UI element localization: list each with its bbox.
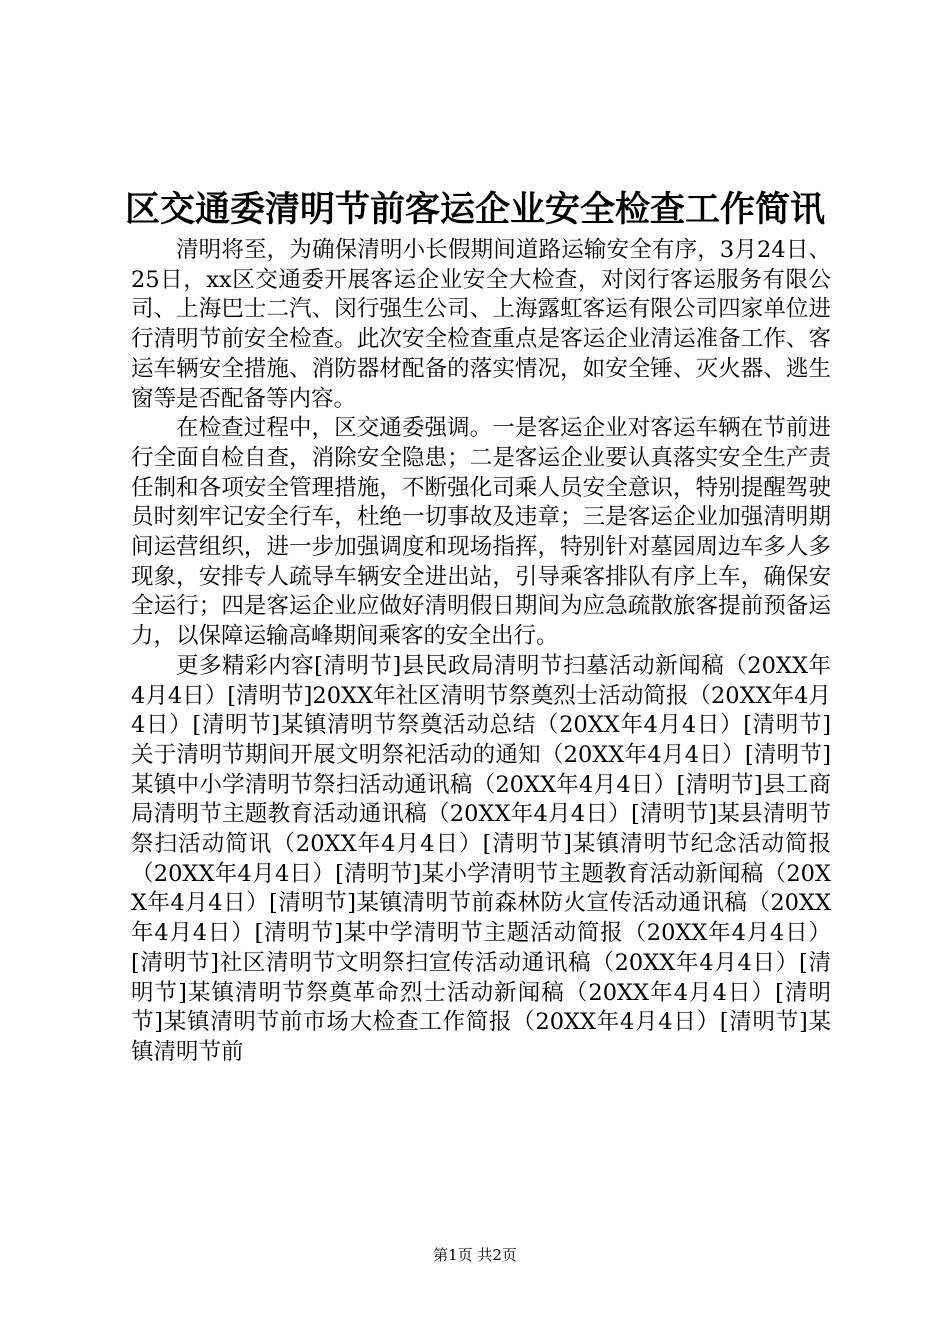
page-footer: 第1页 共2页 [433,1246,517,1264]
document-title: 区交通委清明节前客运企业安全检查工作简讯 [124,189,825,230]
paragraph-inspection-requirements: 在检查过程中，区交通委强调。一是客运企业对客运车辆在节前进行全面自检自查，消除安全隐患；二是客运企业要认真落实安全生产责任制和各项安全管理措施，不断强化司乘人员安全意识，特别提醒驾驶员时刻牢记安全行车，杜绝一切事故及违章；三是客运企业加强清明期间运营组织，进一步加强调度和现场指挥，特别针对墓园周边车多人多现象，安排专人疏导车辆安全进出站，引导乘客排队有序上车，确保安全运行；四是客运企业应做好清明假日期间为应急疏散旅客提前预备运力，以保障运输高峰期间乘客的安全出行。 [131,415,831,650]
document-body [131,236,831,1068]
paragraph-intro: 清明将至，为确保清明小长假期间道路运输安全有序，3月24日、25日，xx区交通委开展客运企业安全大检查，对闵行客运服务有限公司、上海巴士二汽、闵行强生公司、上海露虹客运有限公司四家单位进行清明节前安全检查。此次安全检查重点是客运企业清运准备工作、客运车辆安全措施、消防器材配备的落实情况，如安全锤、灭火器、逃生窗等是否配备等内容。 [131,237,831,412]
paragraph-more-content: 更多精彩内容[清明节]县民政局清明节扫墓活动新闻稿（20XX年4月4日）[清明节]20XX年社区清明节祭奠烈士活动简报（20XX年4月4日）[清明节]某镇清明节祭奠活动总结（20XX年4月4日）[清明节]关于清明节期间开展文明祭祀活动的通知（20XX年4月4日）[清明节]某镇中小学清明节祭扫活动通讯稿（20XX年4月4日）[清明节]县工商局清明节主题教育活动通讯稿（20XX年4月4日）[清明节]某县清明节祭扫活动简讯（20XX年4月4日）[清明节]某镇清明节纪念活动简报（20XX年4月4日）[清明节]某小学清明节主题教育活动新闻稿（20XX年4月4日）[清明节]某镇清明节前森林防火宣传活动通讯稿（20XX年4月4日）[清明节]某中学清明节主题活动简报（20XX年4月4日）[清明节]社区清明节文明祭扫宣传活动通讯稿（20XX年4月4日）[清明节]某镇清明节祭奠革命烈士活动新闻稿（20XX年4月4日）[清明节]某镇清明节前市场大检查工作简报（20XX年4月4日）[清明节]某镇清明节前 [131,652,831,1065]
